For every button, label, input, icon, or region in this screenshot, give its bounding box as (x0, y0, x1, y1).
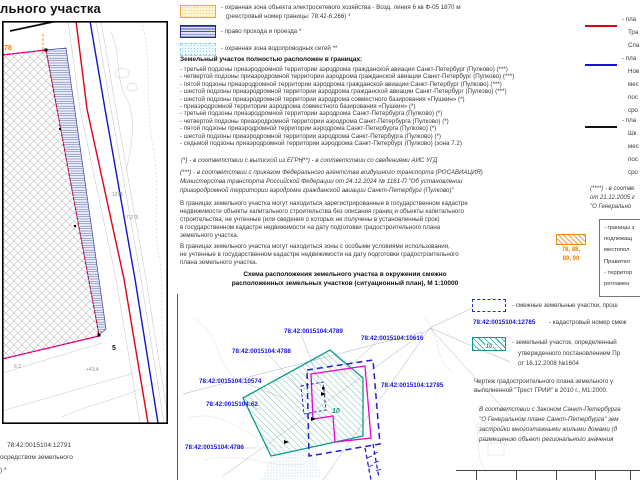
table-grid-line (595, 471, 596, 480)
plan-label-62: 78:42:0015104:62 (206, 401, 258, 408)
legend-power-zone-line2: (реестровый номер границы: 78:42-6.266) * (226, 13, 351, 20)
boundaries-item: - пятой подзоны приаэродромной территории аэродрома гражданской авиации Санкт-Петербург (Пулково) (***) (180, 80, 502, 88)
swatch-adjacent-plots (472, 299, 506, 312)
law-note-l1: В соответствии с Законом Санкт-Петербурга (479, 406, 621, 413)
boundaries-item: - четвертой подзоны приаэродромной территории аэродрома гражданской авиации Санкт-Петербург (Пулково) (***) (180, 73, 515, 81)
legend-water-zone: - охранная зона водопроводных сетей ** (221, 45, 338, 52)
plan-label-4788: 78:42:0015104:4788 (232, 348, 291, 355)
drawing-note-l1: Чертеж градостроительного плана земельного у (474, 378, 614, 385)
legend-passage-right: - право прохода и проезда * (221, 28, 302, 35)
plan-plot-number: 10 (332, 408, 340, 415)
legend-power-zone-line1: - охранная зона объекта электросетевого хозяйства - Возд. линия 6 кв Ф-05 1870 м (221, 4, 461, 11)
boundaries-item: - шестой подзоны приаэродромной территории аэродрома гражданской авиации Санкт-Петербург (Пулково) (***) (180, 88, 507, 96)
right-blue-l5: сро (628, 107, 638, 114)
right-blue-l2: Нов (628, 68, 640, 75)
boundaries-item: - третьей подзоны приаэродромной территории аэродрома Санкт-Петербурга (Пулково) (*) (180, 110, 443, 118)
situational-plan-drawing (183, 298, 510, 480)
footnote-egrn: (*) - в соответствии с выпиской из ЕГРН (181, 157, 303, 164)
map-label-1276: 1276 (112, 192, 124, 198)
table-grid-line (516, 471, 517, 480)
swatch-passage-right (180, 25, 216, 38)
swatch-planned-red-line (585, 25, 617, 27)
plan-label-10616: 78:42:0015104:10616 (361, 335, 424, 342)
boundaries-heading: Земельный участок полностью расположен в границах: (180, 56, 363, 63)
main-map-drawing (2, 21, 168, 424)
map-label-zone-78: 78 (4, 45, 12, 52)
note-line: строительства, не учтенные (или сведения о которых не получены в установленный срок) (180, 215, 440, 223)
legend-cad-number: 78:42:0015104:12785 (473, 319, 536, 326)
box-line: регламен (604, 281, 630, 288)
legend-subject-plot-l1: - земельный участок, определенный (512, 339, 617, 346)
right-blue-l3: мес (628, 81, 639, 88)
right-black-l4: пос (628, 156, 638, 163)
plan-title-line2: расположенных земельных участков (ситуационный план), М 1:10000 (231, 280, 459, 287)
note-paragraph-1 (180, 200, 468, 240)
drawing-note-l2: выполненной "Трест ГРИИ" в 2010 г., М1:2000. (474, 387, 608, 394)
page-title: льного участка (0, 1, 101, 16)
right-red-l3: Спа (628, 42, 640, 49)
boundaries-item: - шестой подзоны приаэродромной территории аэродрома Санкт-Петербурга (Пулково) (*) (180, 132, 441, 140)
boundaries-item: - приаэродромной территории аэродрома совместного базирования «Пушкин» (*) (180, 103, 416, 111)
right-blue-l4: пос (628, 94, 638, 101)
box-line: - территор (604, 269, 633, 276)
table-grid-line (630, 471, 631, 480)
swatch-subject-plot (472, 337, 506, 351)
box-line: - границы з (604, 225, 635, 231)
situational-plan (183, 298, 510, 480)
right-red-l2: Тра (628, 29, 639, 36)
note-line: в государственном кадастре недвижимости на дату подготовки градостроительного плана (180, 223, 441, 231)
swatch-water-zone (180, 43, 216, 56)
boundaries-item: - четвертой подзоны приаэродромной территории аэродрома Санкт-Петербурга (Пулково) (*) (180, 117, 449, 125)
bottom-fragment-l3: ) * (0, 467, 7, 474)
plan-plot-teal (243, 350, 363, 456)
footnote-rosaviation-1: (***) - в соответствии с приказом Федерального агентства воздушного транспорта (РОСАВИАЦИЯ) (180, 169, 483, 176)
plan-title-line1: Схема расположения земельного участка в окружении смежно (243, 271, 447, 278)
footnote-rosaviation-2: Министерства транспорта Российской Федерации от 24.12.2024 № 1161-П "Об установлении (180, 178, 463, 185)
right-note-l1: (****) - в соотве (590, 186, 635, 192)
legend-subject-plot-l2: утвержденного постановлением Пр (518, 350, 621, 357)
plan-label-10574: 78:42:0015104:10574 (199, 378, 262, 385)
swatch-plot-number: 10 (485, 344, 493, 350)
swatch-planned-black-line (585, 126, 617, 128)
boundaries-item: - пятой подзоны приаэродромной территории аэродрома Санкт-Петербурга (Пулково) (*) (180, 125, 437, 133)
map-label-elev-434: +43.4 (86, 367, 99, 373)
orange-zone-numbers-1: 78, 88, (561, 247, 581, 253)
right-black-l1: - пла (622, 117, 637, 124)
right-note-l3: "О Генерально (590, 204, 632, 210)
table-grid-line (556, 471, 557, 480)
boundaries-list (180, 66, 514, 147)
main-map (2, 21, 168, 424)
bottom-fragment-l2: осредством земельного (0, 454, 73, 461)
law-note-l3: застройки многоэтажными жилыми домами (д (479, 426, 618, 433)
note-paragraph-2 (180, 243, 459, 267)
footnote-rosaviation-3: приаэродромной территории аэродрома гражданской авиации Санкт-Петербург (Пулково)" (180, 187, 454, 194)
swatch-power-line-zone (180, 5, 216, 18)
plan-label-12785: 78:42:0015104:12785 (381, 382, 444, 389)
boundaries-item: - седьмой подзоны приаэродромной территории аэродрома Санкт-Петербург (Пулково) (зона 7.2) (180, 140, 462, 148)
right-blue-l1: - пла (622, 55, 637, 62)
law-note-l4: размещению объект регионального значения (479, 436, 614, 443)
legend-cad-number-desc: - кадастровый номер смеж (549, 319, 627, 326)
column-divider (177, 294, 178, 480)
right-note-l2: от 21.12.2005 г (590, 195, 635, 201)
note-line: В границах земельного участка могут находиться зоны с особыми условиями использования, (180, 243, 450, 250)
boundaries-item: - шестой подзоны приаэродромной территории аэродрома совместного базирования «Пушкин» (*) (180, 95, 465, 103)
law-note-l2: "О Генеральном плане Санкт-Петербурга" зем (479, 416, 619, 423)
map-label-5: 5 (112, 345, 116, 352)
plan-label-4786: 78:42:0015104:4786 (185, 444, 244, 451)
box-line: местопол (604, 247, 630, 254)
map-label-7275: 7.275 (126, 215, 139, 221)
right-black-l2: Шк (628, 130, 637, 137)
table-grid-line (476, 471, 477, 480)
right-black-l3: мес (628, 143, 639, 150)
legend-adjacent-plots: - смежные земельные участки, прош (512, 302, 618, 309)
zone-note-box (599, 219, 640, 297)
orange-zone-numbers-2: 89, 90 (562, 256, 580, 262)
note-line: земельного участка. (180, 231, 239, 239)
swatch-orange-zone (556, 234, 586, 245)
footnote-ais: (**) - в соответствии со сведениями АИС УГД (301, 157, 438, 164)
bottom-fragment-cadnum: 78:42:0015104:12791 (7, 442, 72, 449)
table-fragment (456, 470, 640, 480)
right-black-l5: сро (628, 169, 638, 176)
note-line: плана земельного участка. (180, 258, 258, 266)
note-line: В границах земельного участка могут находиться зарегистрированные в государственном кадастре (180, 200, 468, 207)
note-line: недвижимости объекты капитального строительства без описания границ и объекты капитального (180, 207, 464, 215)
right-red-l1: - пла (622, 16, 637, 23)
box-line: подлежащ (604, 236, 633, 243)
legend-subject-plot-l3: от 16.12.2008 №1604 (518, 360, 579, 367)
box-line: Правител (604, 258, 630, 265)
plan-label-4789: 78:42:0015104:4789 (284, 328, 343, 335)
boundaries-item: - третьей подзоны приаэродромной территории аэродрома гражданской авиации Санкт-Петербург (Пулково) (***) (180, 66, 508, 73)
note-line: не учтенные в государственном кадастре недвижимости на дату подготовки градостроительного (180, 250, 459, 258)
map-label-elev-63: 6.3 (14, 364, 21, 370)
swatch-planned-blue-line (585, 64, 617, 66)
